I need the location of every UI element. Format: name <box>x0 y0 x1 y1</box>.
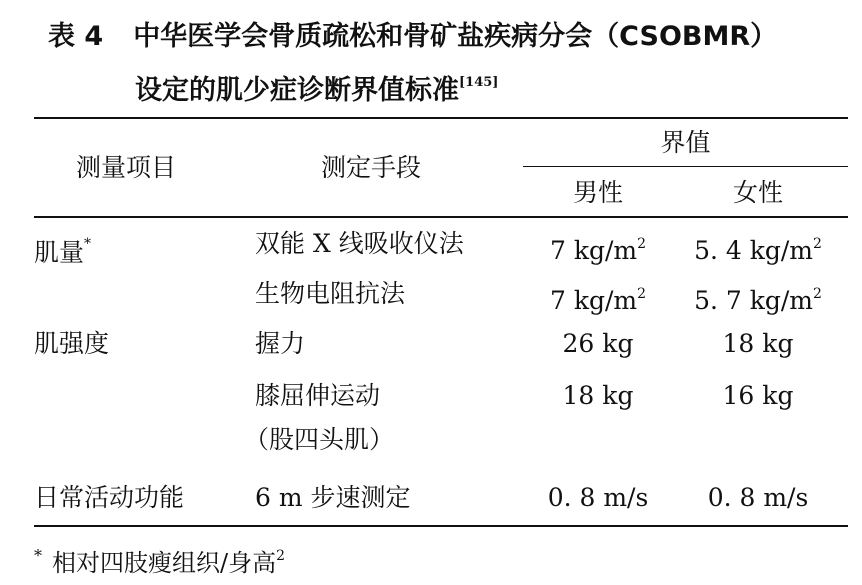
row-1-item-mark: * <box>84 236 92 252</box>
top-rule <box>34 117 848 119</box>
footnote-exp: 2 <box>276 548 286 564</box>
row-2-male-exp: 2 <box>637 286 647 302</box>
row-1-male-text: 7 kg/m <box>549 236 638 265</box>
row-4-method-line-2: （股四头肌） <box>244 425 395 454</box>
table-caption <box>48 14 848 114</box>
row-1-male-exp: 2 <box>637 236 647 252</box>
row-1-female <box>683 228 833 267</box>
row-3-method: 握力 <box>255 329 306 358</box>
row-1-female-exp: 2 <box>813 236 822 252</box>
row-1-item <box>34 228 91 269</box>
row-2-male <box>523 278 673 317</box>
caption-reference: [145] <box>459 75 499 90</box>
caption-line-2 <box>48 60 848 114</box>
header-rule <box>34 216 848 218</box>
row-5-male: 0. 8 m/s <box>547 483 649 512</box>
header-method: 测定手段 <box>321 153 422 182</box>
row-4-method: 膝屈伸运动 <box>255 381 381 410</box>
caption-line-1: 中华医学会骨质疏松和骨矿盐疾病分会（CSOBMR） <box>133 21 778 52</box>
row-1-method: 双能 X 线吸收仪法 <box>255 229 464 258</box>
footnote <box>34 540 285 579</box>
row-3-female: 18 kg <box>722 329 794 358</box>
row-2-male-text: 7 kg/m <box>549 286 638 315</box>
row-4-male: 18 kg <box>562 381 634 410</box>
row-2-method: 生物电阻抗法 <box>255 279 406 308</box>
row-1-male <box>523 228 673 267</box>
row-2-female <box>683 278 833 317</box>
row-5-method: 6 m 步速测定 <box>255 483 411 512</box>
row-5-female: 0. 8 m/s <box>707 483 809 512</box>
row-2-female-text: 5. 7 kg/m <box>694 286 813 315</box>
row-4-female: 16 kg <box>722 381 794 410</box>
row-1-item-text: 肌量 <box>34 238 85 267</box>
header-female: 女性 <box>732 178 783 207</box>
header-item: 测量项目 <box>76 153 177 182</box>
cutoff-rule <box>523 166 848 167</box>
header-male: 男性 <box>572 178 623 207</box>
footnote-mark: * <box>34 546 42 565</box>
row-2-female-exp: 2 <box>813 286 822 302</box>
row-5-item: 日常活动功能 <box>34 483 185 512</box>
footnote-text: 相对四肢瘦组织/身高 <box>52 549 277 577</box>
header-cutoff: 界值 <box>660 128 711 157</box>
row-3-item: 肌强度 <box>34 329 110 358</box>
row-1-female-text: 5. 4 kg/m <box>694 236 813 265</box>
table-number: 表 4 <box>48 21 104 52</box>
caption-line-2-text: 设定的肌少症诊断界值标准 <box>135 75 459 106</box>
bottom-rule <box>34 525 848 527</box>
row-3-male: 26 kg <box>562 329 634 358</box>
